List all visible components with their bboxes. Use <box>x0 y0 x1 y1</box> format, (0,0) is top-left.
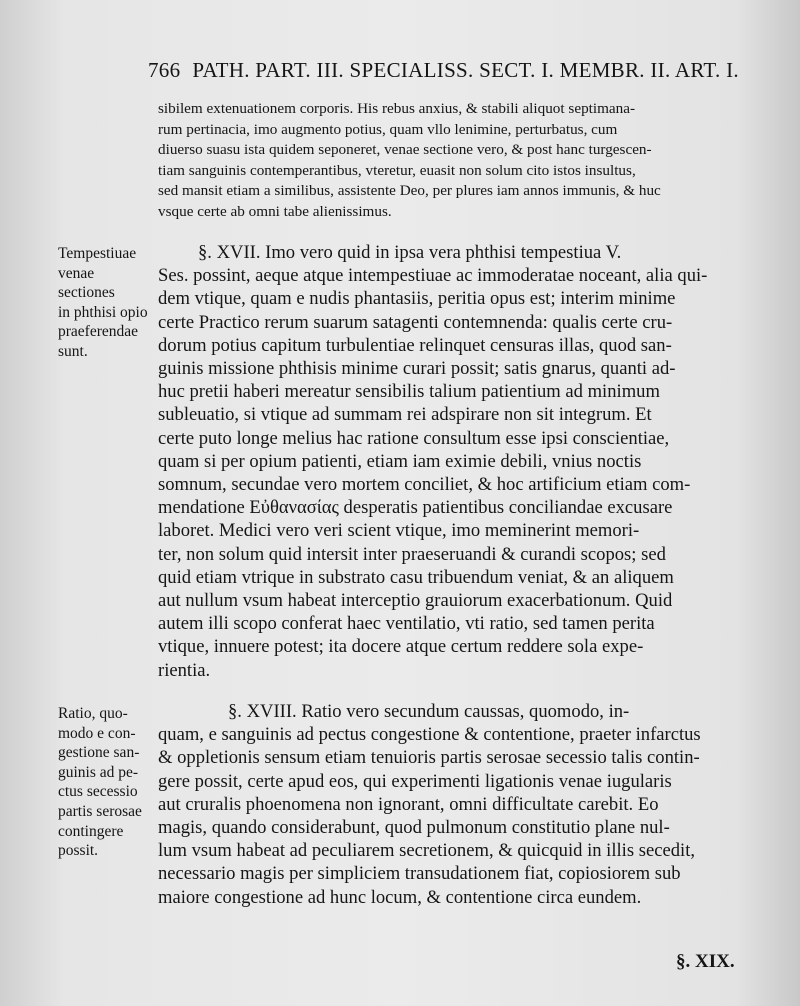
margin-note-line: Ratio, quo- <box>58 705 128 722</box>
text-line: lum vsum habeat ad peculiarem secretionem, & quicquid in illis secedit, <box>158 840 696 862</box>
text-line: aut nullum vsum habeat interceptio grauiorum exacerbationum. Quid <box>158 590 673 612</box>
section-17-paragraph <box>158 241 738 682</box>
text-line: quam, e sanguinis ad pectus congestione & contentione, praeter infarctus <box>158 724 701 746</box>
text-line: vtique, innuere potest; ita docere atque certum reddere sola expe- <box>158 636 644 658</box>
page-number: 766 <box>148 58 181 82</box>
text-line: certe Practico rerum suarum satagenti contemnenda: qualis certe cru- <box>158 311 673 333</box>
margin-note-line: possit. <box>58 842 99 860</box>
margin-note-line: guinis ad pe- <box>58 763 139 781</box>
margin-note-line: sunt. <box>58 342 88 360</box>
margin-note-ratio <box>58 704 154 861</box>
margin-note-line: contingere <box>58 822 124 840</box>
running-header <box>148 58 758 83</box>
text-line: autem illi scopo conferat haec ventilatio, vti ratio, sed tamen perita <box>158 613 655 635</box>
text-line: vsque certe ab omni tabe alienissimus. <box>158 202 392 220</box>
section-18-paragraph <box>158 700 738 909</box>
margin-note-line: Tempestiuae <box>58 245 137 262</box>
text-line: Ses. possint, aeque atque intempestiuae ac immoderatae noceant, alia qui- <box>158 265 708 287</box>
text-line: huc pretii haberi mereatur sensibilis talium patientium ad minimum <box>158 381 660 403</box>
margin-note-line: in phthisi opio <box>58 303 148 321</box>
text-line: quam si per opium patienti, etiam iam eximie debili, vnius noctis <box>158 450 642 472</box>
text-line: rientia. <box>158 659 211 681</box>
text-line: certe puto longe melius hac ratione consultum esse ipsi conscientiae, <box>158 427 670 449</box>
text-line: diuerso suasu ista quidem seponeret, venae sectione vero, & post hanc turgescen- <box>158 141 652 159</box>
text-line: magis, quando considerabunt, quod pulmonum constitutio plane nul- <box>158 817 670 839</box>
margin-note-line: praeferendae <box>58 323 139 341</box>
margin-note-line: gestione san- <box>58 744 140 762</box>
text-line: somnum, secundae vero mortem conciliet, & hoc artificium etiam com- <box>158 474 691 496</box>
margin-note-line: modo e con- <box>58 724 136 742</box>
catchword: §. XIX. <box>676 951 735 972</box>
text-line: maiore congestione ad hunc locum, & contentione circa eundem. <box>158 886 642 908</box>
text-line: dem vtique, quam e nudis phantasiis, peritia opus est; interim minime <box>158 288 676 310</box>
text-line: dorum potius capitum turbulentiae relinquet censuras illas, quod san- <box>158 334 672 356</box>
text-line: rum pertinacia, imo augmento potius, quam vllo lenimine, perturbatus, cum <box>158 120 618 138</box>
text-line: subleuatio, si vtique ad summam rei adspirare non sit integrum. Et <box>158 404 652 426</box>
text-line: §. XVII. Imo vero quid in ipsa vera phthisi tempestiua V. <box>198 242 622 263</box>
text-line: laboret. Medici vero veri scient vtique, imo meminerint memori- <box>158 520 640 542</box>
running-title: PATH. PART. III. SPECIALISS. SECT. I. MEMBR. II. ART. I. <box>192 58 739 82</box>
intro-paragraph <box>158 99 738 223</box>
margin-note-line: venae sectiones <box>58 264 115 302</box>
text-line: sibilem extenuationem corporis. His rebus anxius, & stabili aliquot septimana- <box>158 100 636 117</box>
text-line: ter, non solum quid intersit inter praeseruandi & curandi scopos; sed <box>158 543 666 565</box>
text-line: aut cruralis phoenomena non ignorant, omni difficultate carebit. Eo <box>158 793 659 815</box>
text-line: quid etiam vtrique in substrato casu tribuendum veniat, & an aliquem <box>158 566 674 588</box>
margin-note-line: ctus secessio <box>58 783 138 801</box>
text-line: tiam sanguinis contemperantibus, vteretur, euasit non solum cito istos insultus, <box>158 161 636 179</box>
text-line: & oppletionis sensum etiam tenuioris partis serosae secessio talis contin- <box>158 747 700 769</box>
text-line: mendatione Εὐθανασίας desperatis patientibus conciliandae excusare <box>158 497 673 519</box>
margin-note-line: partis serosae <box>58 802 142 820</box>
text-line: §. XVIII. Ratio vero secundum caussas, quomodo, in- <box>228 701 630 722</box>
text-line: sed mansit etiam a similibus, assistente Deo, per plures iam annos immunis, & huc <box>158 182 661 200</box>
margin-note-tempestive <box>58 244 154 362</box>
text-line: gere possit, certe apud eos, qui experimenti ligationis venae iugularis <box>158 770 672 792</box>
text-line: necessario magis per simpliciem transudationem fiat, copiosiorem sub <box>158 863 681 885</box>
text-line: guinis missione phthisis minime curari possit; satis gnarus, quanti ad- <box>158 358 676 380</box>
